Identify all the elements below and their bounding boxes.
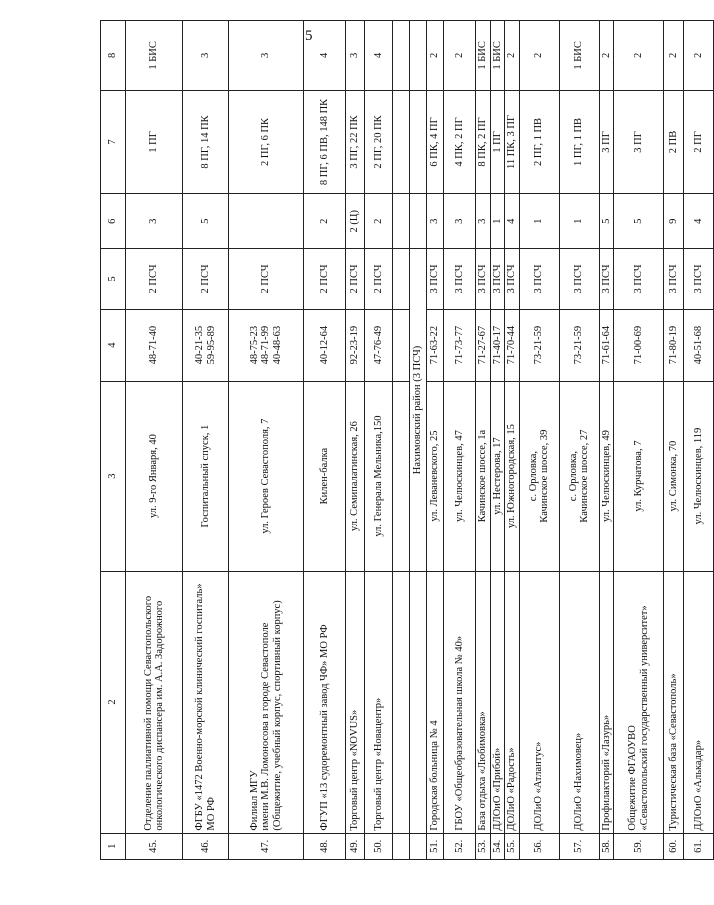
- col-8-value: 2: [427, 21, 444, 91]
- col-8-value: 1 БИС: [126, 21, 183, 91]
- object-phone: 40-21-35 59-95-89: [183, 309, 229, 381]
- header-cell-8: 8: [101, 21, 126, 91]
- section-title: Нахимовский район (3 ПСЧ): [410, 249, 427, 571]
- col-7-value: 8 ПГ, 6 ПВ, 148 ПК: [304, 90, 346, 193]
- row-number: 52.: [444, 833, 476, 859]
- row-number: 50.: [365, 833, 393, 859]
- object-name: База отдыха «Любимовка»: [476, 571, 491, 833]
- object-address: ул. Челюскинцев, 119: [684, 381, 714, 571]
- fire-unit: 3 ПСЧ: [505, 249, 520, 309]
- fire-unit: 3 ПСЧ: [599, 249, 614, 309]
- col-7-value: 1 ПГ, 1 ПВ: [559, 90, 599, 193]
- object-name: ДЛОиО «Прибой»: [490, 571, 505, 833]
- row-number: 47.: [229, 833, 304, 859]
- fire-unit: 3 ПСЧ: [614, 249, 664, 309]
- table-row: [427, 21, 444, 860]
- table-row: [126, 21, 183, 860]
- row-number: 49.: [346, 833, 365, 859]
- blank-row: [393, 21, 410, 860]
- object-phone: 48-75-23 48-71-99 40-48-63: [229, 309, 304, 381]
- object-phone: 40-51-68: [684, 309, 714, 381]
- col-8-value: 2: [684, 21, 714, 91]
- table-row: [519, 21, 559, 860]
- row-number: 60.: [664, 833, 684, 859]
- header-cell-2: 2: [101, 571, 126, 833]
- col-7-value: 8 ПГ, 14 ПК: [183, 90, 229, 193]
- object-name: ДЛОиО «Алькадар»: [684, 571, 714, 833]
- object-name: ДОЛиО «Радость»: [505, 571, 520, 833]
- table-body: [101, 21, 714, 860]
- col-7-value: 2 ПГ, 1 ПВ: [519, 90, 559, 193]
- object-name: ФГУП «13 судоремонтный завод ЧФ» МО РФ: [304, 571, 346, 833]
- row-number: 56.: [519, 833, 559, 859]
- object-address: Качинское шоссе, 1а: [476, 381, 491, 571]
- fire-unit: 3 ПСЧ: [684, 249, 714, 309]
- col-6-value: 5: [614, 194, 664, 249]
- table-row: [505, 21, 520, 860]
- row-number: 54.: [490, 833, 505, 859]
- blank-cell: [410, 833, 427, 859]
- object-name: Общежитие ФГАОУВО «Севастопольский государственный университет»: [614, 571, 664, 833]
- blank-cell: [410, 571, 427, 833]
- blank-cell: [393, 194, 410, 249]
- table-row: [444, 21, 476, 860]
- object-name: Туристическая база «Севастополь»: [664, 571, 684, 833]
- table-row: [304, 21, 346, 860]
- row-number: 51.: [427, 833, 444, 859]
- col-7-value: 2 ПГ, 6 ПК: [229, 90, 304, 193]
- fire-unit: 2 ПСЧ: [126, 249, 183, 309]
- object-name: Городская больница № 4: [427, 571, 444, 833]
- fire-unit: 2 ПСЧ: [365, 249, 393, 309]
- col-6-value: 3: [444, 194, 476, 249]
- header-cell-6: 6: [101, 194, 126, 249]
- object-address: ул. 9-го Января, 40: [126, 381, 183, 571]
- col-6-value: 2: [365, 194, 393, 249]
- object-phone: 71-80-19: [664, 309, 684, 381]
- blank-cell: [393, 90, 410, 193]
- fire-unit: 3 ПСЧ: [427, 249, 444, 309]
- fire-unit: 3 ПСЧ: [559, 249, 599, 309]
- object-name: Профилакторий «Лазурь»: [599, 571, 614, 833]
- table-row: [183, 21, 229, 860]
- object-name: ГБОУ «Общеобразовательная школа № 40»: [444, 571, 476, 833]
- col-8-value: 4: [365, 21, 393, 91]
- object-name: Филиал МГУ имени М.В. Ломоносова в городе Севастополе (Общежитие, учебный корпус, спортивный корпус): [229, 571, 304, 833]
- row-number: 48.: [304, 833, 346, 859]
- object-name: Торговый центр «NOVUS»: [346, 571, 365, 833]
- object-name: Отделение паллиативной помощи Севастопольского онкологического диспансера им. А.А. Задорожного: [126, 571, 183, 833]
- object-address: ул. Южногородская, 15: [505, 381, 520, 571]
- fire-unit: 3 ПСЧ: [519, 249, 559, 309]
- col-8-value: 3: [346, 21, 365, 91]
- table-row: [684, 21, 714, 860]
- fire-unit: 3 ПСЧ: [444, 249, 476, 309]
- object-name: ДОЛиО «Атлантус»: [519, 571, 559, 833]
- page-number: 5: [305, 28, 313, 44]
- col-7-value: 11 ПК, 3 ПГ: [505, 90, 520, 193]
- fire-unit: 2 ПСЧ: [304, 249, 346, 309]
- col-6-value: 5: [599, 194, 614, 249]
- header-cell-4: 4: [101, 309, 126, 381]
- row-number: 55.: [505, 833, 520, 859]
- blank-cell: [393, 21, 410, 91]
- table-row: [599, 21, 614, 860]
- fire-unit: 3 ПСЧ: [476, 249, 491, 309]
- col-6-value: 3: [126, 194, 183, 249]
- col-7-value: 2 ПГ: [684, 90, 714, 193]
- col-8-value: 2: [599, 21, 614, 91]
- object-address: ул. Челюскинцев, 47: [444, 381, 476, 571]
- header-cell-5: 5: [101, 249, 126, 309]
- table-row: [664, 21, 684, 860]
- col-6-value: 3: [427, 194, 444, 249]
- object-phone: 71-63-22: [427, 309, 444, 381]
- col-6-value: 9: [664, 194, 684, 249]
- blank-cell: [410, 90, 427, 193]
- object-address: ул. Нестерова, 17: [490, 381, 505, 571]
- object-phone: 71-61-64: [599, 309, 614, 381]
- col-8-value: 1 БИС: [476, 21, 491, 91]
- row-number: 53.: [476, 833, 491, 859]
- col-8-value: 1 БИС: [490, 21, 505, 91]
- object-address: ул. Симонка, 70: [664, 381, 684, 571]
- object-address: ул. Героев Севастополя, 7: [229, 381, 304, 571]
- col-7-value: 8 ПК, 2 ПГ: [476, 90, 491, 193]
- blank-cell: [393, 833, 410, 859]
- object-phone: 73-21-59: [519, 309, 559, 381]
- fire-unit: 2 ПСЧ: [229, 249, 304, 309]
- row-number: 59.: [614, 833, 664, 859]
- object-address: с. Орловка, Качинское шоссе, 39: [519, 381, 559, 571]
- object-phone: 47-76-49: [365, 309, 393, 381]
- table-row: [229, 21, 304, 860]
- section-row: [410, 21, 427, 860]
- table-row: [476, 21, 491, 860]
- rotated-table-container: [100, 20, 704, 860]
- fire-unit: 2 ПСЧ: [183, 249, 229, 309]
- col-6-value: 3: [476, 194, 491, 249]
- col-8-value: 2: [664, 21, 684, 91]
- object-phone: 71-00-69: [614, 309, 664, 381]
- col-7-value: 3 ПГ, 22 ПК: [346, 90, 365, 193]
- object-phone: 71-73-77: [444, 309, 476, 381]
- col-6-value: 1: [519, 194, 559, 249]
- object-address: ул. Леваневского, 25: [427, 381, 444, 571]
- col-8-value: 1 БИС: [559, 21, 599, 91]
- col-7-value: 1 ПГ: [126, 90, 183, 193]
- col-6-value: 4: [684, 194, 714, 249]
- fire-objects-table: [100, 20, 714, 860]
- blank-cell: [393, 381, 410, 571]
- col-6-value: 1: [559, 194, 599, 249]
- header-cell-3: 3: [101, 381, 126, 571]
- object-address: Госпитальный спуск, 1: [183, 381, 229, 571]
- col-6-value: 1: [490, 194, 505, 249]
- col-8-value: 3: [183, 21, 229, 91]
- col-7-value: 1 ПГ: [490, 90, 505, 193]
- table-row: [490, 21, 505, 860]
- object-phone: 48-71-40: [126, 309, 183, 381]
- col-6-value: 2 (Ц): [346, 194, 365, 249]
- col-7-value: 3 ПГ: [599, 90, 614, 193]
- object-phone: 71-27-67: [476, 309, 491, 381]
- blank-cell: [393, 309, 410, 381]
- col-6-value: [229, 194, 304, 249]
- row-number: 61.: [684, 833, 714, 859]
- blank-cell: [393, 571, 410, 833]
- object-phone: 73-21-59: [559, 309, 599, 381]
- row-number: 58.: [599, 833, 614, 859]
- fire-unit: 3 ПСЧ: [664, 249, 684, 309]
- col-8-value: 3: [229, 21, 304, 91]
- row-number: 46.: [183, 833, 229, 859]
- col-8-value: 2: [614, 21, 664, 91]
- col-6-value: 2: [304, 194, 346, 249]
- table-row: [559, 21, 599, 860]
- row-number: 45.: [126, 833, 183, 859]
- header-cell-7: 7: [101, 90, 126, 193]
- col-6-value: 5: [183, 194, 229, 249]
- col-7-value: 2 ПГ, 20 ПК: [365, 90, 393, 193]
- col-6-value: 4: [505, 194, 520, 249]
- col-8-value: 2: [505, 21, 520, 91]
- object-phone: 71-70-44: [505, 309, 520, 381]
- blank-cell: [410, 21, 427, 91]
- blank-cell: [393, 249, 410, 309]
- col-7-value: 2 ПВ: [664, 90, 684, 193]
- object-name: Торговый центр «Новацентр»: [365, 571, 393, 833]
- table-row: [614, 21, 664, 860]
- header-row: [101, 21, 126, 860]
- object-phone: 71-40-17: [490, 309, 505, 381]
- object-phone: 40-12-64: [304, 309, 346, 381]
- object-address: Килен-балка: [304, 381, 346, 571]
- object-address: ул. Семипалатинская, 26: [346, 381, 365, 571]
- col-8-value: 2: [444, 21, 476, 91]
- row-number: 57.: [559, 833, 599, 859]
- object-address: ул. Генерала Мельника,150: [365, 381, 393, 571]
- col-8-value: 4: [304, 21, 346, 91]
- col-7-value: 6 ПК, 4 ПГ: [427, 90, 444, 193]
- header-cell-1: 1: [101, 833, 126, 859]
- col-8-value: 2: [519, 21, 559, 91]
- object-address: с. Орловка, Качинское шоссе, 27: [559, 381, 599, 571]
- object-name: ДОЛиО «Нахимовец»: [559, 571, 599, 833]
- fire-unit: 2 ПСЧ: [346, 249, 365, 309]
- object-phone: 92-23-19: [346, 309, 365, 381]
- col-7-value: 4 ПК, 2 ПГ: [444, 90, 476, 193]
- table-row: [346, 21, 365, 860]
- object-address: ул. Курчатова, 7: [614, 381, 664, 571]
- table-row: [365, 21, 393, 860]
- fire-unit: 3 ПСЧ: [490, 249, 505, 309]
- col-7-value: 3 ПГ: [614, 90, 664, 193]
- object-name: ФГБУ «1472 Военно-морской клинический госпиталь» МО РФ: [183, 571, 229, 833]
- blank-cell: [410, 194, 427, 249]
- object-address: ул. Челюскинцев, 49: [599, 381, 614, 571]
